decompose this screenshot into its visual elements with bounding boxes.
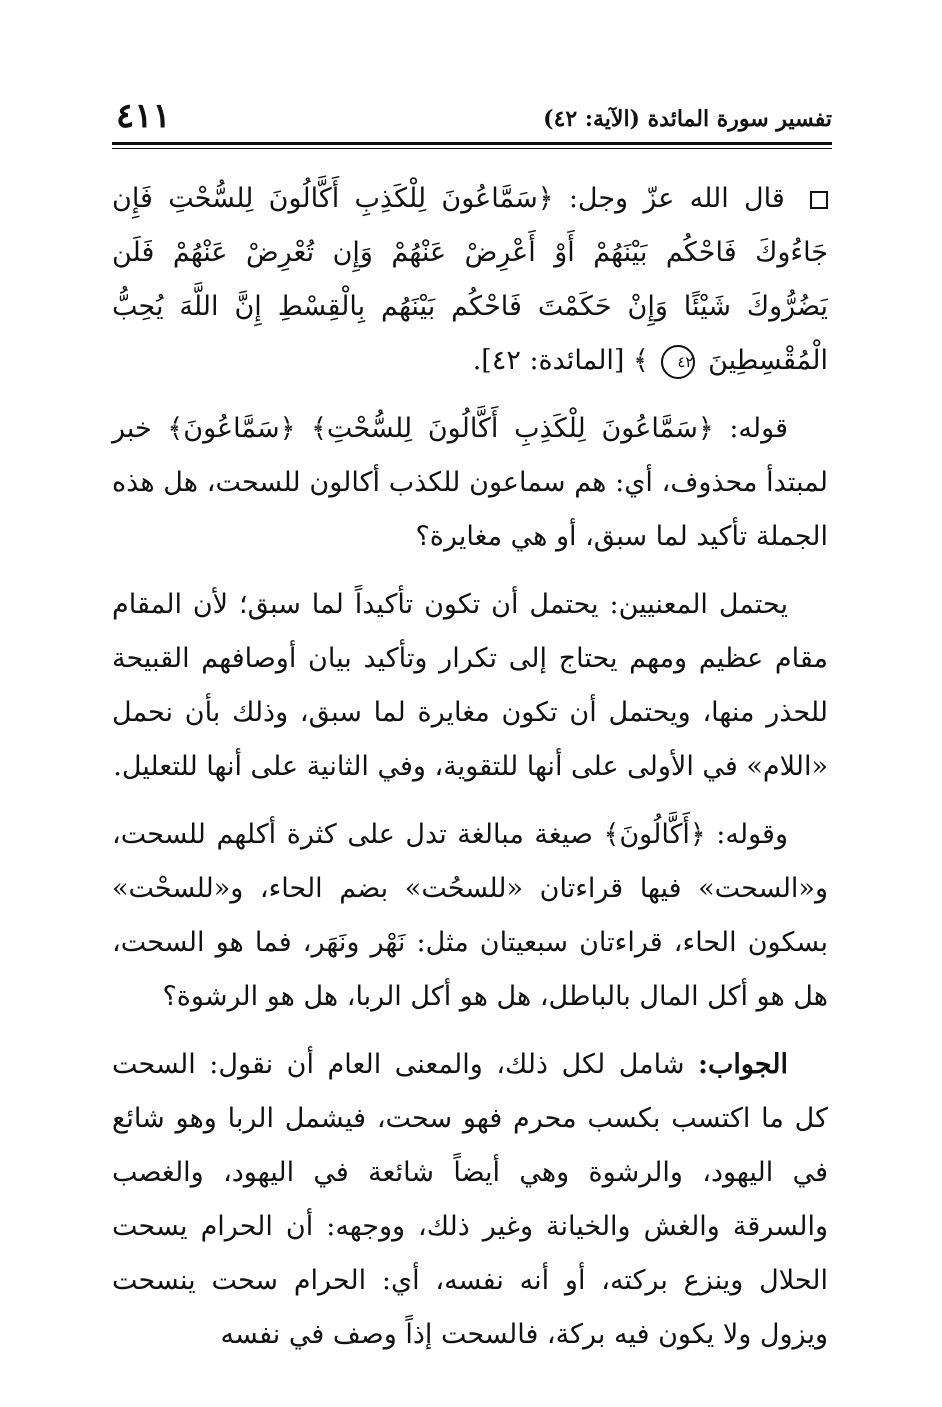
page-header — [112, 92, 832, 140]
page-number: ٤١١ — [116, 96, 171, 136]
paragraph-explanation-3: وقوله: ﴿أَكَّالُونَ﴾ صيغة مبالغة تدل على كثرة أكلهم للسحت، و«السحت» فيها قراءتان «للسحُت» بضم الحاء، و«للسحْت» بسكون الحاء، قراءتان سبعيتان مثل: نَهْر ونَهَر، فما هو السحت، هل هو أكل المال بالباطل، هل هو أكل الربا، هل هو الرشوة؟ — [112, 819, 828, 1012]
answer-label: الجواب: — [698, 1049, 789, 1080]
header-rule-thick — [112, 142, 832, 145]
quran-verse: ﴿سَمَّاعُونَ لِلْكَذِبِ أَكَّالُونَ لِلسُّحْتِ فَإِن جَاءُوكَ فَاحْكُم بَيْنَهُمْ أَوْ أَعْرِضْ عَنْهُمْ وَإِن تُعْرِضْ عَنْهُمْ فَلَن يَضُرُّوكَ شَيْئًا وَإِنْ حَكَمْتَ فَاحْكُم بَيْنَهُم بِالْقِسْطِ إِنَّ اللَّهَ يُحِبُّ الْمُقْسِطِينَ — [112, 183, 828, 376]
ayah-number-marker: ٤٢ — [661, 345, 695, 379]
answer-text: شامل لكل ذلك، والمعنى العام أن نقول: السحت كل ما اكتسب بكسب محرم فهو سحت، فيشمل الربا وهو شائع في اليهود، والرشوة وهي أيضاً شائعة في اليهود، والغصب والسرقة والغش والخيانة وغير ذلك، ووجهه: أن الحرام يسحت الحلال وينزع بركته، أو أنه نفسه، أي: الحرام سحت ينسحت ويزول ولا يكون فيه بركة، فالسحت إذاً وصف في نفسه — [112, 1049, 828, 1350]
paragraph-answer — [112, 1038, 828, 1362]
running-title: تفسير سورة المائدة (الآية: ٤٢) — [543, 106, 832, 132]
verse-intro: قال الله عزّ وجل: — [568, 183, 785, 214]
square-bullet-icon — [810, 191, 828, 209]
verse-reference: ﴾ [المائدة: ٤٢]. — [472, 345, 649, 376]
paragraph-explanation-1: قوله: ﴿سَمَّاعُونَ لِلْكَذِبِ أَكَّالُونَ لِلسُّحْتِ﴾ ﴿سَمَّاعُونَ﴾ خبر لمبتدأ محذوف، أي: هم سماعون للكذب أكالون للسحت، هل هذه الجملة تأكيد لما سبق، أو هي مغايرة؟ — [112, 413, 828, 552]
body-text — [112, 172, 828, 1376]
paragraph-explanation-2: يحتمل المعنيين: يحتمل أن تكون تأكيداً لما سبق؛ لأن المقام مقام عظيم ومهم يحتاج إلى تكرار وتأكيد بيان أوصافهم القبيحة للحذر منها، ويحتمل أن تكون مغايرة لما سبق، وذلك بأن نحمل «اللام» في الأولى على أنها للتقوية، وفي الثانية على أنها للتعليل. — [112, 589, 828, 782]
header-rule-thin — [112, 148, 832, 149]
paragraph-verse — [112, 172, 828, 388]
